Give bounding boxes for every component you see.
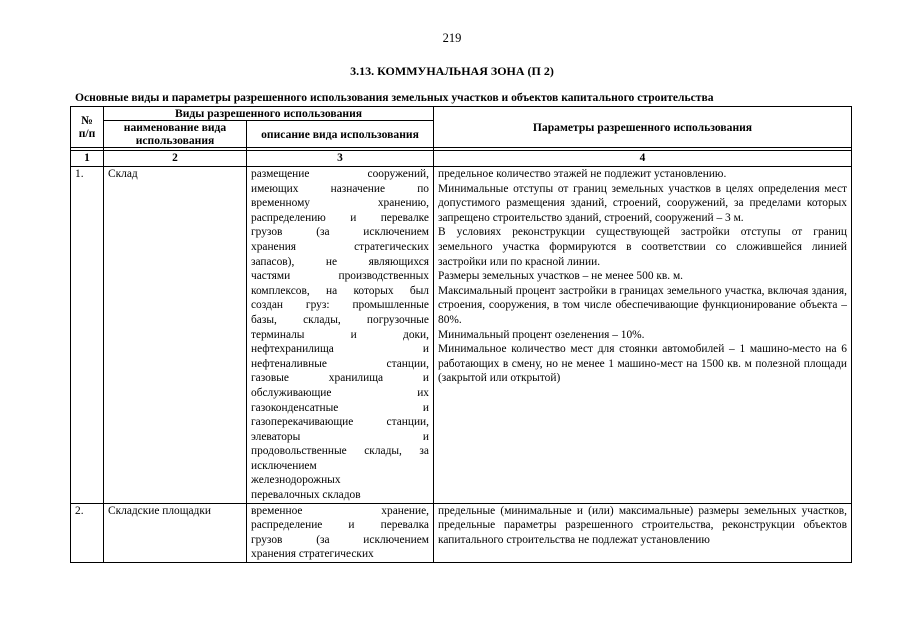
description-line: исключением [251,459,317,472]
row-name: Складские площадки [104,503,247,562]
description-line: имеющих назначение по [251,182,429,195]
table-subtitle: Основные виды и параметры разрешенного использования земельных участков и объектов капитального строительства [75,91,714,104]
description-line: газоконденсатные и [251,401,429,414]
header-params: Параметры разрешенного использования [434,107,852,148]
description-line: частями производственных [251,270,429,283]
param-paragraph: Максимальный процент застройки в границах земельного участка, включая здания, строения, сооружения, в том числе обеспечивающие функционирование объекта – 80%. [438,284,847,326]
param-paragraph: Размеры земельных участков – не менее 500 кв. м. [438,270,684,283]
param-paragraph: Минимальные отступы от границ земельных участков в целях определения мест допустимого размещения зданий, строений, сооружений, за пределами которых запрещено строительство зданий, строений, сооружений – 3 м. [438,182,847,224]
description-line: нефтехранилища и [251,343,429,356]
row-description [247,167,434,504]
column-number: 1 [71,151,104,167]
header-name: наименование вида использования [104,121,247,148]
column-number-row [71,151,852,167]
param-paragraph: Минимальное количество мест для стоянки автомобилей – 1 машино-место на 6 работающих в смену, но не менее 1 машино-мест на 1500 кв. м полезной площади (закрытой или открытой) [438,343,847,385]
description-line: перевалочных складов [251,489,361,502]
header-row-1 [71,107,852,121]
row-params [434,503,852,562]
description-line: базы, склады, погрузочные [251,313,429,326]
row-name: Склад [104,167,247,504]
column-number: 3 [247,151,434,167]
description-line: хранения стратегических [251,548,374,561]
description-line: создан груз: промышленные [251,299,429,312]
description-line: обслуживающие их [251,386,429,399]
description-line: распределение и перевалка [251,519,429,532]
param-paragraph: В условиях реконструкции существующей застройки отступы от границ земельного участка формируются в соответствии со сложившейся линией застройки или по красной линии. [438,226,847,268]
param-paragraph: Минимальный процент озеленения – 10%. [438,328,645,341]
description-line: хранения стратегических [251,240,429,253]
zone-title: 3.13. КОММУНАЛЬНАЯ ЗОНА (П 2) [350,64,554,78]
description-line: запасов), не являющихся [251,255,429,268]
description-line: терминалы и доки, [251,328,429,341]
row-params [434,167,852,504]
table-row [71,167,852,504]
table-row [71,503,852,562]
description-line: размещение сооружений, [251,168,429,180]
param-paragraph: предельное количество этажей не подлежит установлению. [438,168,727,180]
row-description [247,503,434,562]
row-num: 1. [71,167,104,504]
description-line: временному хранению, [251,197,429,210]
description-line: грузов (за исключением [251,226,429,239]
row-num: 2. [71,503,104,562]
description-line: газоперекачивающие станции, [251,416,429,429]
page-number: 219 [442,31,462,45]
description-line: продовольственные склады, за [251,445,429,458]
header-num: № п/п [71,107,104,148]
description-line: железнодорожных [251,474,341,487]
description-line: временное хранение, [251,504,429,517]
column-number: 2 [104,151,247,167]
description-line: комплексов, на которых был [251,284,429,297]
description-line: распределению и перевалке [251,211,429,224]
description-line: нефтеналивные станции, [251,357,429,370]
header-types-group: Виды разрешенного использования [104,107,434,121]
usage-table [70,106,852,563]
column-number: 4 [434,151,852,167]
description-line: газовые хранилища и [251,372,429,385]
description-line: элеваторы и [251,430,429,443]
param-paragraph: предельные (минимальные и (или) максимальные) размеры земельных участков, предельные параметры разрешенного строительства, реконструкции объектов капитального строительства не подлежат установлению [438,504,847,546]
description-line: грузов (за исключением [251,533,429,546]
header-description: описание вида использования [247,121,434,148]
